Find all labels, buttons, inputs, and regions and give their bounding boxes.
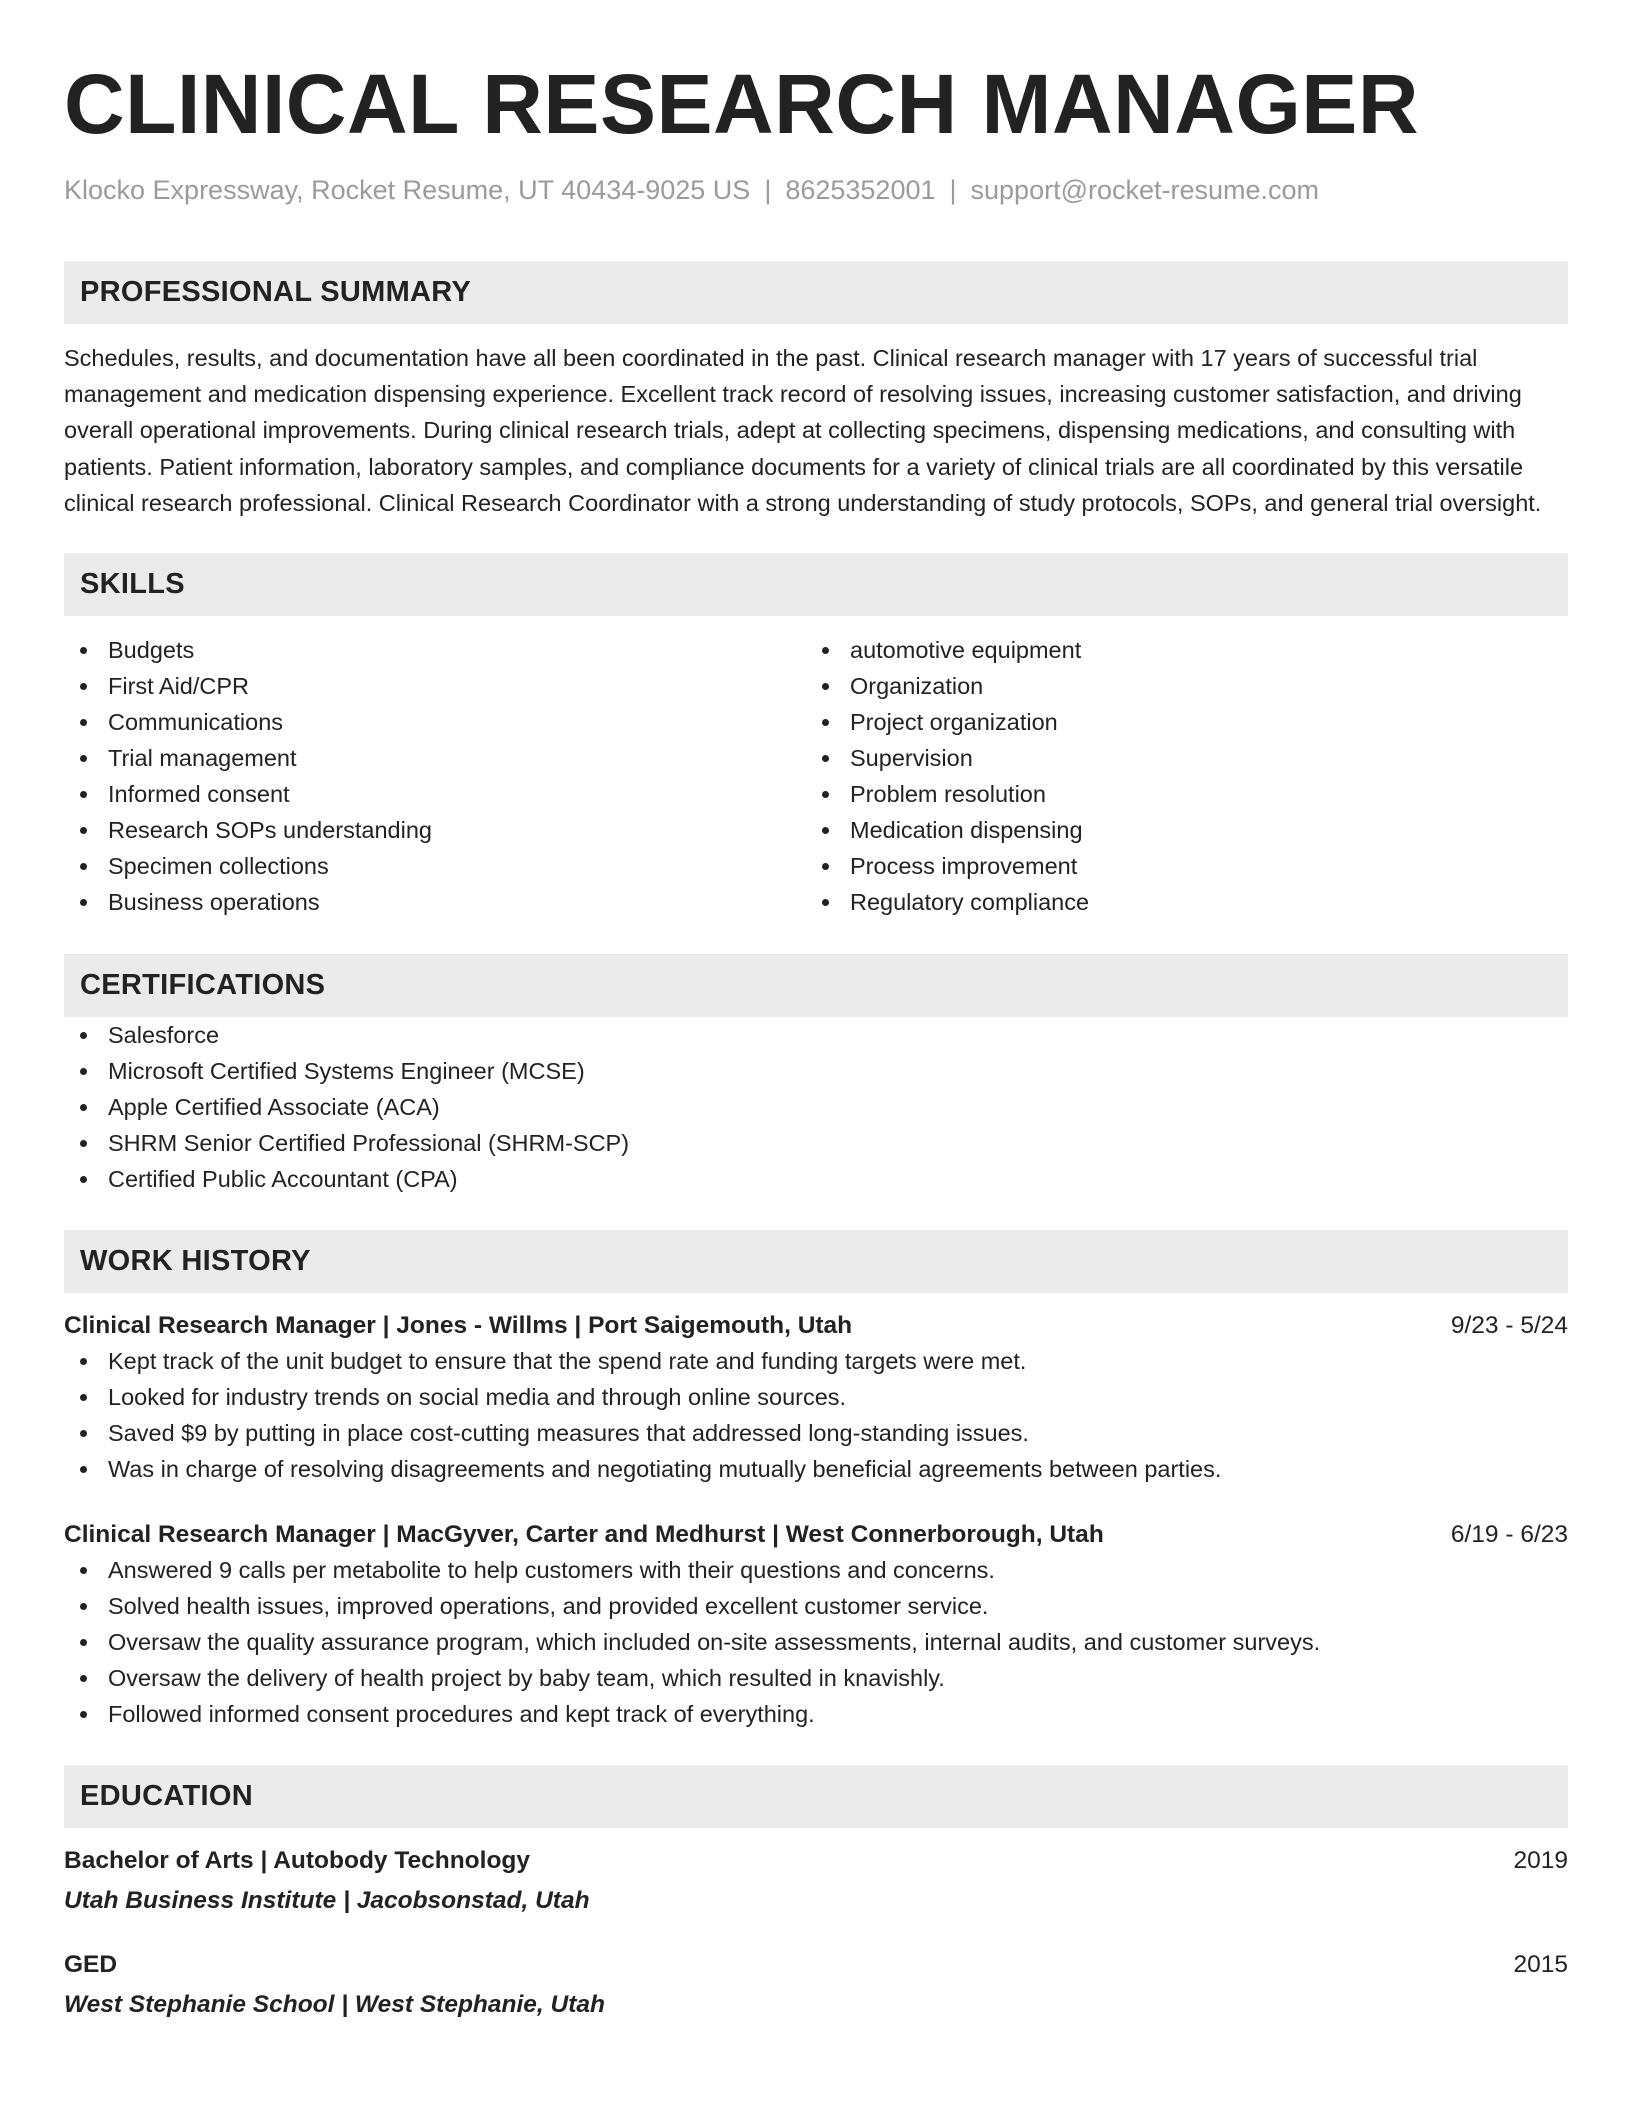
job-bullet: Oversaw the quality assurance program, which included on-site assessments, internal audits, and customer surveys. [64,1624,1568,1660]
resume-title: CLINICAL RESEARCH MANAGER [64,57,1419,151]
skill-item: Organization [806,668,1548,704]
skill-item: Process improvement [806,848,1548,884]
job-bullet: Was in charge of resolving disagreements and negotiating mutually beneficial agreements between parties. [64,1451,1568,1487]
skills-grid [64,632,1568,920]
job-header [64,1309,1568,1343]
education-school: West Stephanie School | West Stephanie, Utah [64,1991,605,2019]
skill-item: Problem resolution [806,776,1548,812]
education-school: Utah Business Institute | Jacobsonstad, Utah [64,1887,590,1915]
job-bullet: Kept track of the unit budget to ensure that the spend rate and funding targets were met. [64,1343,1568,1379]
job-dates: 9/23 - 5/24 [1450,1312,1568,1340]
skill-item: Trial management [64,740,806,776]
job-title: Clinical Research Manager | Jones - Willms | Port Saigemouth, Utah [64,1312,853,1340]
education-degree: GED [64,1951,118,1979]
job-bullet: Solved health issues, improved operations, and provided excellent customer service. [64,1588,1568,1624]
job-entry [64,1518,1568,1732]
section-header-skills: SKILLS [64,553,1568,616]
job-bullet: Looked for industry trends on social media and through online sources. [64,1379,1568,1415]
certifications-list [64,1017,1568,1197]
skill-item: Medication dispensing [806,812,1548,848]
education-header [64,1844,1568,1878]
job-bullets [64,1343,1568,1487]
summary-text: Schedules, results, and documentation have all been coordinated in the past. Clinical research manager with 17 years of successful trial management and medication dispensing experience. Excellent track record of resolving issues, increasing customer satisfaction, and driving overall operational improvements. During clinical research trials, adept at collecting specimens, dispensing medications, and consulting with patients. Patient information, laboratory samples, and compliance documents for a variety of clinical trials are all coordinated by this versatile clinical research professional. Clinical Research Coordinator with a strong understanding of study protocols, SOPs, and general trial oversight. [64,345,1542,516]
certification-item: Certified Public Accountant (CPA) [64,1161,1568,1197]
skill-item: Specimen collections [64,848,806,884]
skill-item: Project organization [806,704,1548,740]
skill-item: First Aid/CPR [64,668,806,704]
job-dates: 6/19 - 6/23 [1450,1521,1568,1549]
skill-item: automotive equipment [806,632,1548,668]
job-bullets [64,1552,1568,1732]
education-entry [64,1948,1568,2022]
contact-separator: | [949,175,957,205]
skill-item: Supervision [806,740,1548,776]
skill-item: Budgets [64,632,806,668]
certification-item: Salesforce [64,1017,1568,1053]
skill-item: Informed consent [64,776,806,812]
job-bullet: Saved $9 by putting in place cost-cutting measures that addressed long-standing issues. [64,1415,1568,1451]
education-year: 2015 [1513,1951,1568,1979]
skills-column-left [64,632,806,920]
education-year: 2019 [1513,1847,1568,1875]
contact-email: support@rocket-resume.com [970,175,1320,205]
section-header-work-history: WORK HISTORY [64,1230,1568,1293]
certification-item: Microsoft Certified Systems Engineer (MCSE) [64,1053,1568,1089]
contact-line [64,172,1568,208]
section-header-education: EDUCATION [64,1765,1568,1828]
job-entry [64,1309,1568,1487]
contact-separator: | [764,175,772,205]
contact-phone: 8625352001 [785,175,936,205]
skill-item: Business operations [64,884,806,920]
skill-item: Research SOPs understanding [64,812,806,848]
skill-item: Communications [64,704,806,740]
job-bullet: Oversaw the delivery of health project by baby team, which resulted in knavishly. [64,1660,1568,1696]
education-header [64,1948,1568,1982]
education-entry [64,1844,1568,1918]
contact-address: Klocko Expressway, Rocket Resume, UT 40434-9025 US [64,175,751,205]
job-title: Clinical Research Manager | MacGyver, Carter and Medhurst | West Connerborough, Utah [64,1521,1104,1549]
certification-item: SHRM Senior Certified Professional (SHRM-SCP) [64,1125,1568,1161]
skill-item: Regulatory compliance [806,884,1548,920]
certification-item: Apple Certified Associate (ACA) [64,1089,1568,1125]
section-header-summary: PROFESSIONAL SUMMARY [64,261,1568,324]
section-header-certifications: CERTIFICATIONS [64,954,1568,1017]
job-bullet: Answered 9 calls per metabolite to help customers with their questions and concerns. [64,1552,1568,1588]
job-header [64,1518,1568,1552]
education-degree: Bachelor of Arts | Autobody Technology [64,1847,531,1875]
job-bullet: Followed informed consent procedures and kept track of everything. [64,1696,1568,1732]
skills-column-right [806,632,1548,920]
